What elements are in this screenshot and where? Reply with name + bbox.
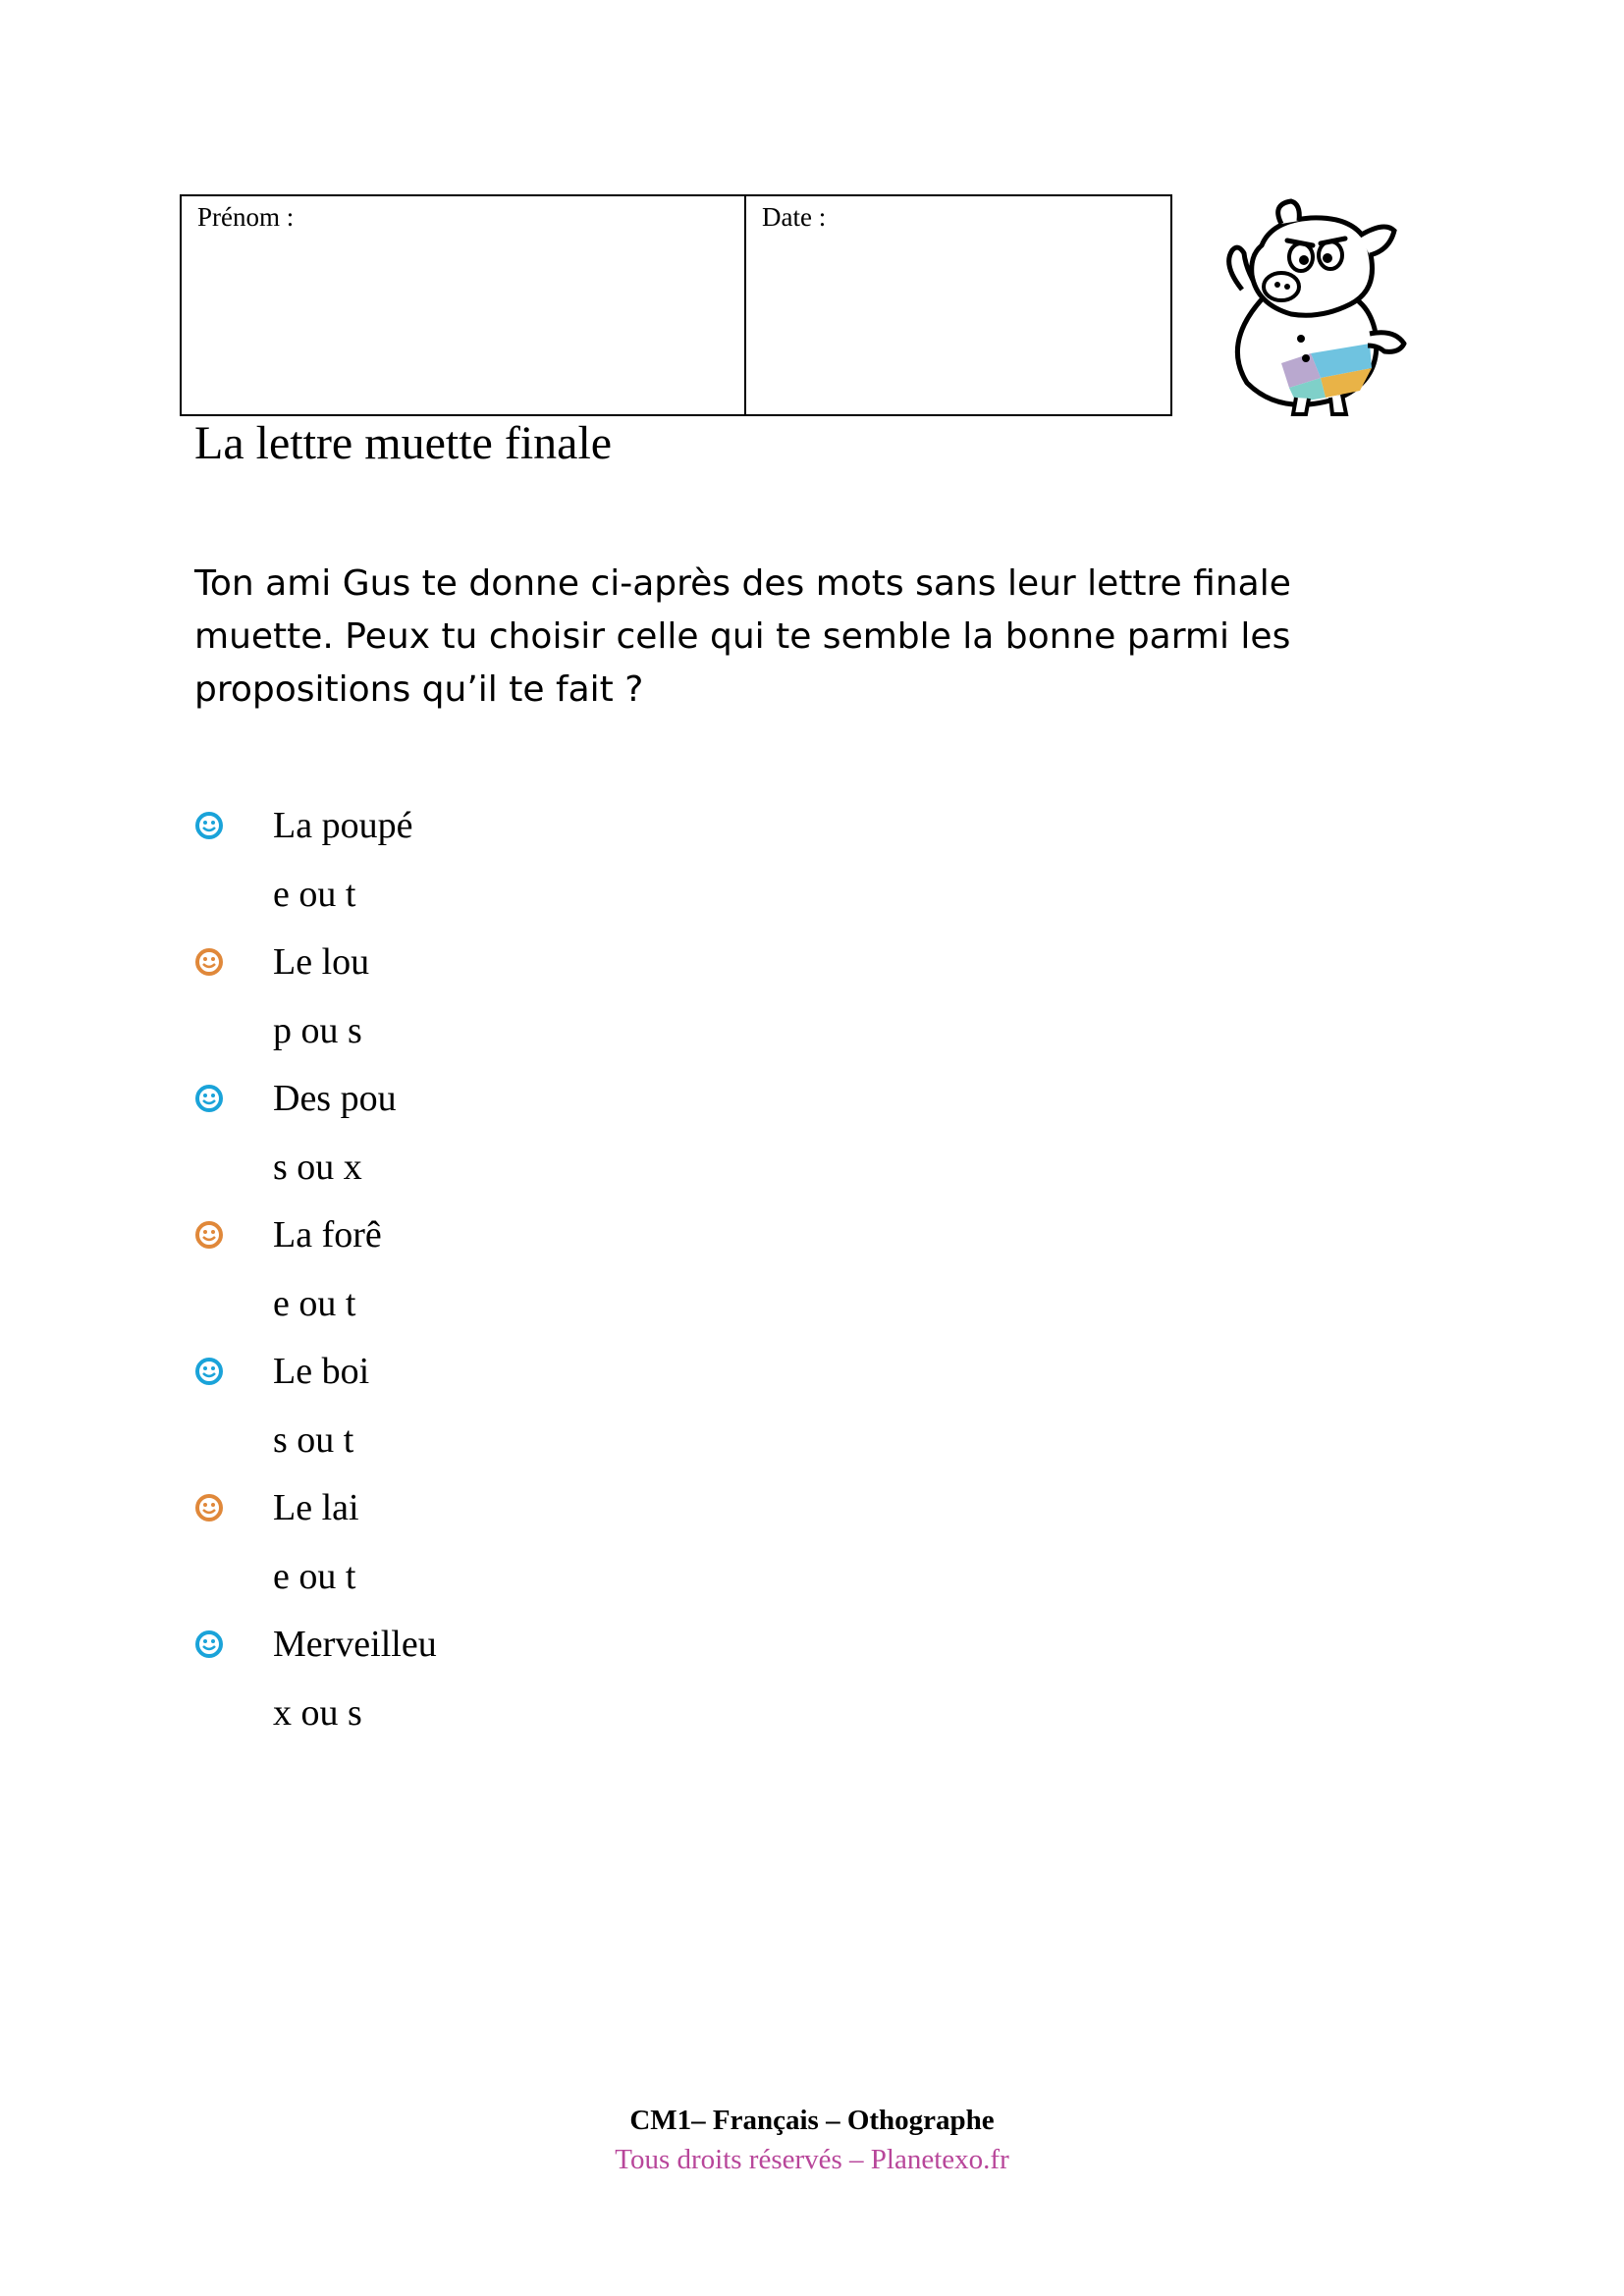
page-footer [0, 2101, 1624, 2179]
name-field[interactable] [182, 196, 746, 414]
choices-text: e ou t [273, 1556, 356, 1597]
word-item: La forê [273, 1214, 382, 1255]
smiley-orange-icon [194, 947, 224, 977]
footer-copyright-link[interactable]: Tous droits réservés – Planetexo.fr [615, 2144, 1009, 2175]
choices-text: x ou s [273, 1692, 362, 1734]
smiley-blue-icon [194, 1357, 224, 1386]
name-label: Prénom : [197, 202, 295, 232]
word-item: Des pou [273, 1078, 397, 1119]
word-item: Le lai [273, 1487, 359, 1528]
page-title: La lettre muette finale [194, 417, 613, 469]
date-field[interactable] [746, 196, 1170, 414]
smiley-blue-icon [194, 1629, 224, 1659]
word-item: Le boi [273, 1351, 370, 1392]
choices-text: e ou t [273, 874, 356, 915]
smiley-orange-icon [194, 1220, 224, 1250]
smiley-blue-icon [194, 811, 224, 840]
sheep-mascot-icon [1203, 196, 1419, 417]
word-item: Le lou [273, 941, 370, 983]
instructions-text: Ton ami Gus te donne ci-après des mots sans leur lettre finale muette. Peux tu choisir celle qui te semble la bonne parmi les propositions qu’il te fait ? [194, 563, 1291, 710]
word-item: La poupé [273, 805, 413, 846]
choices-text: s ou x [273, 1147, 362, 1188]
choices-text: e ou t [273, 1283, 356, 1324]
smiley-blue-icon [194, 1084, 224, 1113]
word-item: Merveilleu [273, 1624, 437, 1665]
smiley-orange-icon [194, 1493, 224, 1522]
choices-text: p ou s [273, 1010, 362, 1051]
date-label: Date : [762, 202, 827, 232]
footer-course: CM1– Français – Othographe [629, 2105, 995, 2136]
choices-text: s ou t [273, 1419, 354, 1461]
student-info-box [180, 194, 1172, 416]
